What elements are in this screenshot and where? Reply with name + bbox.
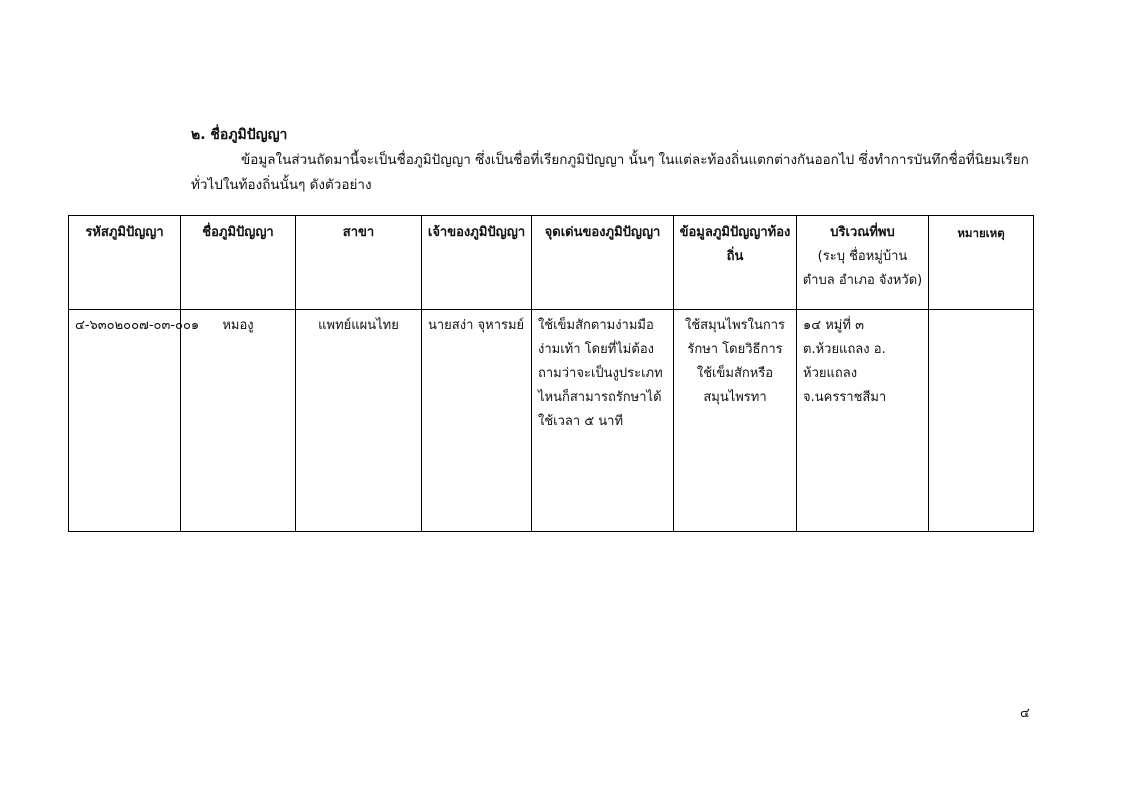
header-highlight: จุดเด่นของภูมิปัญญา xyxy=(532,216,674,310)
header-location-note: (ระบุ ชื่อหมู่บ้าน ตำบล อำเภอ จังหวัด) xyxy=(802,249,923,288)
cell-remarks xyxy=(929,310,1034,532)
cell-name: หมองู xyxy=(181,310,296,532)
section-heading: ๒. ชื่อภูมิปัญญา xyxy=(191,127,288,143)
cell-owner: นายสง่า จุหารมย์ xyxy=(422,310,532,532)
cell-location: ๑๔ หมู่ที่ ๓ ต.ห้วยแถลง อ. ห้วยแถลง จ.นครราชสีมา xyxy=(797,310,929,532)
header-owner: เจ้าของภูมิปัญญา xyxy=(422,216,532,310)
cell-local-info: ใช้สมุนไพรในการรักษา โดยวิธีการใช้เข็มสักหรือสมุนไพรทา xyxy=(674,310,797,532)
table-header-row xyxy=(69,216,1034,310)
wisdom-table xyxy=(68,215,1034,532)
cell-branch: แพทย์แผนไทย xyxy=(296,310,422,532)
header-location xyxy=(797,216,929,310)
header-remarks: หมายเหตุ xyxy=(929,216,1034,310)
section-paragraph xyxy=(191,148,1031,198)
header-branch: สาขา xyxy=(296,216,422,310)
cell-highlight: ใช้เข็มสักตามง่ามมือง่ามเท้า โดยที่ไม่ต้องถามว่าจะเป็นงูประเภทไหนก็สามารถรักษาได้ใช้เวลา ๕ นาที xyxy=(532,310,674,532)
header-local-info: ข้อมูลภูมิปัญญาท้องถิ่น xyxy=(674,216,797,310)
page-number: ๔ xyxy=(1020,706,1030,721)
header-location-title: บริเวณที่พบ xyxy=(830,225,895,240)
table-row xyxy=(69,310,1034,532)
cell-code: ๔-๖๓๐๒๐๐๗-๐๓-๐๐๑ xyxy=(69,310,181,532)
paragraph-text: ข้อมูลในส่วนถัดมานี้จะเป็นชื่อภูมิปัญญา ซึ่งเป็นชื่อที่เรียกภูมิปัญญา นั้นๆ ในแต่ละท้องถิ่นแตกต่างกันออกไป ซึ่งทำการบันทึกชื่อที่นิยมเรียกทั่วไปในท้องถิ่นนั้นๆ ดังตัวอย่าง xyxy=(191,152,1029,193)
header-code: รหัสภูมิปัญญา xyxy=(69,216,181,310)
header-name: ชื่อภูมิปัญญา xyxy=(181,216,296,310)
